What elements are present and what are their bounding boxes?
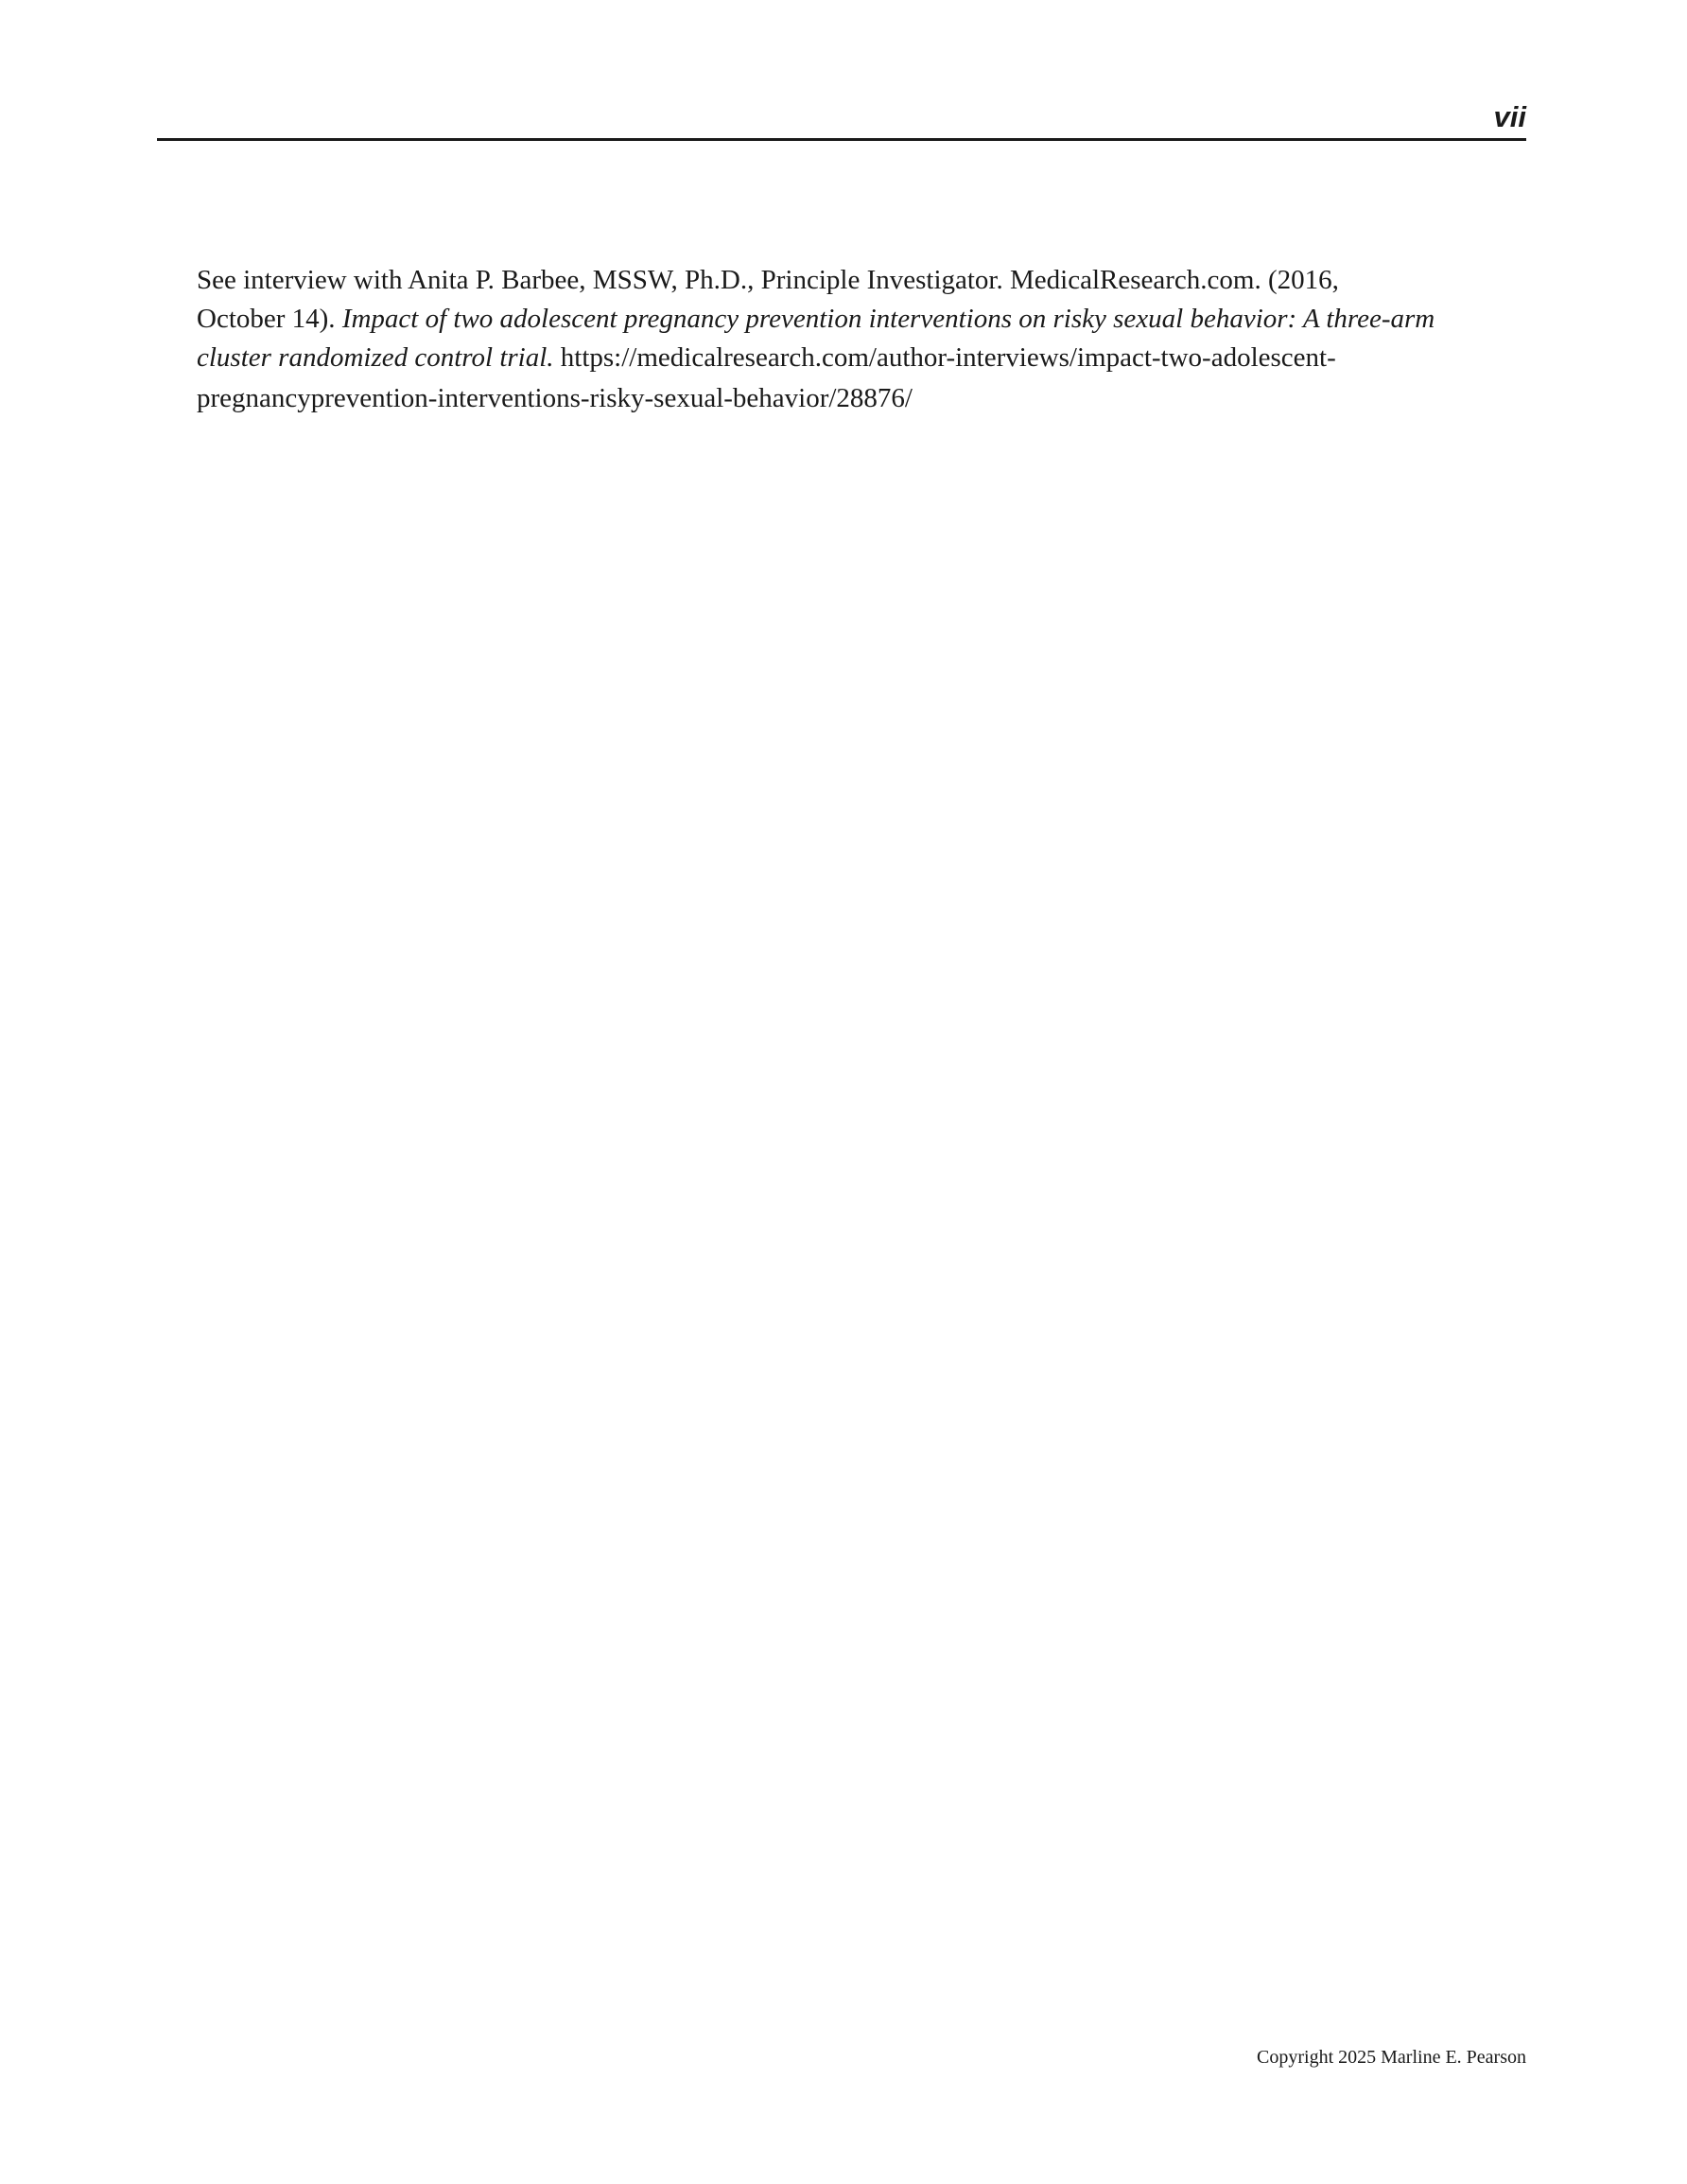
citation-title-part-1: Impact of two adolescent pregnancy prevention interventions on risky sexual behavior: A three-arm bbox=[341, 304, 1435, 334]
citation-url-part-1: https://medicalresearch.com/author-interviews/impact-two-adolescent- bbox=[553, 342, 1336, 373]
citation-line-3 bbox=[197, 339, 1502, 377]
page-number: vii bbox=[1493, 100, 1526, 133]
citation-url-part-2: pregnancyprevention-interventions-risky-sexual-behavior/28876/ bbox=[197, 383, 913, 413]
header-rule bbox=[157, 138, 1526, 141]
citation-paragraph bbox=[197, 261, 1502, 418]
citation-line-2 bbox=[197, 300, 1502, 339]
citation-title-part-2: cluster randomized control trial. bbox=[197, 342, 554, 373]
citation-date: October 14). bbox=[197, 304, 342, 334]
copyright-notice: Copyright 2025 Marline E. Pearson bbox=[1257, 2047, 1526, 2068]
citation-line-1: See interview with Anita P. Barbee, MSSW, Ph.D., Principle Investigator. MedicalResearch.com. (2016, bbox=[197, 265, 1339, 295]
